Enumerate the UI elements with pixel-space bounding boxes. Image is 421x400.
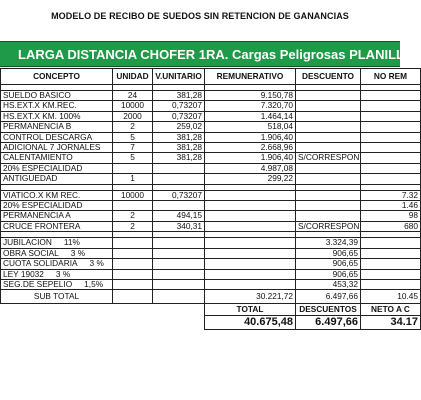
deduction-row: LEY 19032 3 % 906,65 bbox=[1, 269, 421, 279]
table-row: 20% ESPECIALIDAD 1.46 bbox=[1, 201, 421, 211]
total-value: 40.675,48 bbox=[205, 316, 296, 330]
deduction-row: SEG.DE SEPELIO 1,5% 453,32 bbox=[1, 279, 421, 289]
col-remunerativo: REMUNERATIVO bbox=[205, 69, 296, 85]
col-concepto: CONCEPTO bbox=[1, 69, 113, 85]
col-descuento: DESCUENTO bbox=[296, 69, 361, 85]
table-row: PERMANENCIA A 2 494,15 98 bbox=[1, 211, 421, 221]
subtotal-descuento: 6.497,66 bbox=[296, 290, 361, 304]
descuentos-label: DESCUENTOS bbox=[296, 304, 361, 316]
col-unidad: UNIDAD bbox=[113, 69, 153, 85]
deduction-row: JUBILACION 11% 3.324,39 bbox=[1, 238, 421, 248]
deduction-row: CUOTA SOLIDARIA 3 % 906,65 bbox=[1, 259, 421, 269]
salary-table bbox=[0, 68, 421, 330]
header-row bbox=[1, 69, 421, 85]
table-row: HS.EXT.X KM. 100% 2000 0,73207 1.464,14 bbox=[1, 111, 421, 121]
deduction-row: OBRA SOCIAL 3 % 906,65 bbox=[1, 248, 421, 258]
table-row: ANTIGUEDAD 1 299,22 bbox=[1, 174, 421, 184]
totals-values-row bbox=[1, 316, 421, 330]
planilla-banner: LARGA DISTANCIA CHOFER 1RA. Cargas Peligrosas PLANILLA bbox=[0, 41, 400, 67]
subtotal-no-rem: 10.45 bbox=[361, 290, 421, 304]
subtotal-row bbox=[1, 290, 421, 304]
table-row: 20% ESPECIALIDAD 4.987,08 bbox=[1, 163, 421, 173]
col-no-rem: NO REM bbox=[361, 69, 421, 85]
table-row: CONTROL DESCARGA 5 381,28 1.906,40 bbox=[1, 132, 421, 142]
neto-value: 34.17 bbox=[361, 316, 421, 330]
totals-header-row bbox=[1, 304, 421, 316]
neto-label: NETO A C bbox=[361, 304, 421, 316]
total-label: TOTAL bbox=[205, 304, 296, 316]
table-row: CALENTAMIENTO 5 381,28 1.906,40 S/CORRESPON bbox=[1, 153, 421, 163]
table-row: ADICIONAL 7 JORNALES 7 381,28 2.668,96 bbox=[1, 143, 421, 153]
subtotal-remunerativo: 30.221,72 bbox=[205, 290, 296, 304]
table-row: HS.EXT.X KM.REC. 10000 0,73207 7.320,70 bbox=[1, 101, 421, 111]
subtotal-label: SUB TOTAL bbox=[1, 290, 113, 304]
descuentos-value: 6.497,66 bbox=[296, 316, 361, 330]
table-row: PERMANENCIA B 2 259,02 518,04 bbox=[1, 122, 421, 132]
col-unitario: V.UNITARIO bbox=[153, 69, 205, 85]
document-title: MODELO DE RECIBO DE SUEDOS SIN RETENCION DE GANANCIAS bbox=[51, 11, 349, 21]
table-row: SUELDO BASICO 24 381,28 9.150,78 bbox=[1, 91, 421, 101]
table-row: CRUCE FRONTERA 2 340,31 S/CORRESPON 680 bbox=[1, 221, 421, 231]
table-row: VIATICO.X KM REC. 10000 0,73207 7.32 bbox=[1, 190, 421, 200]
